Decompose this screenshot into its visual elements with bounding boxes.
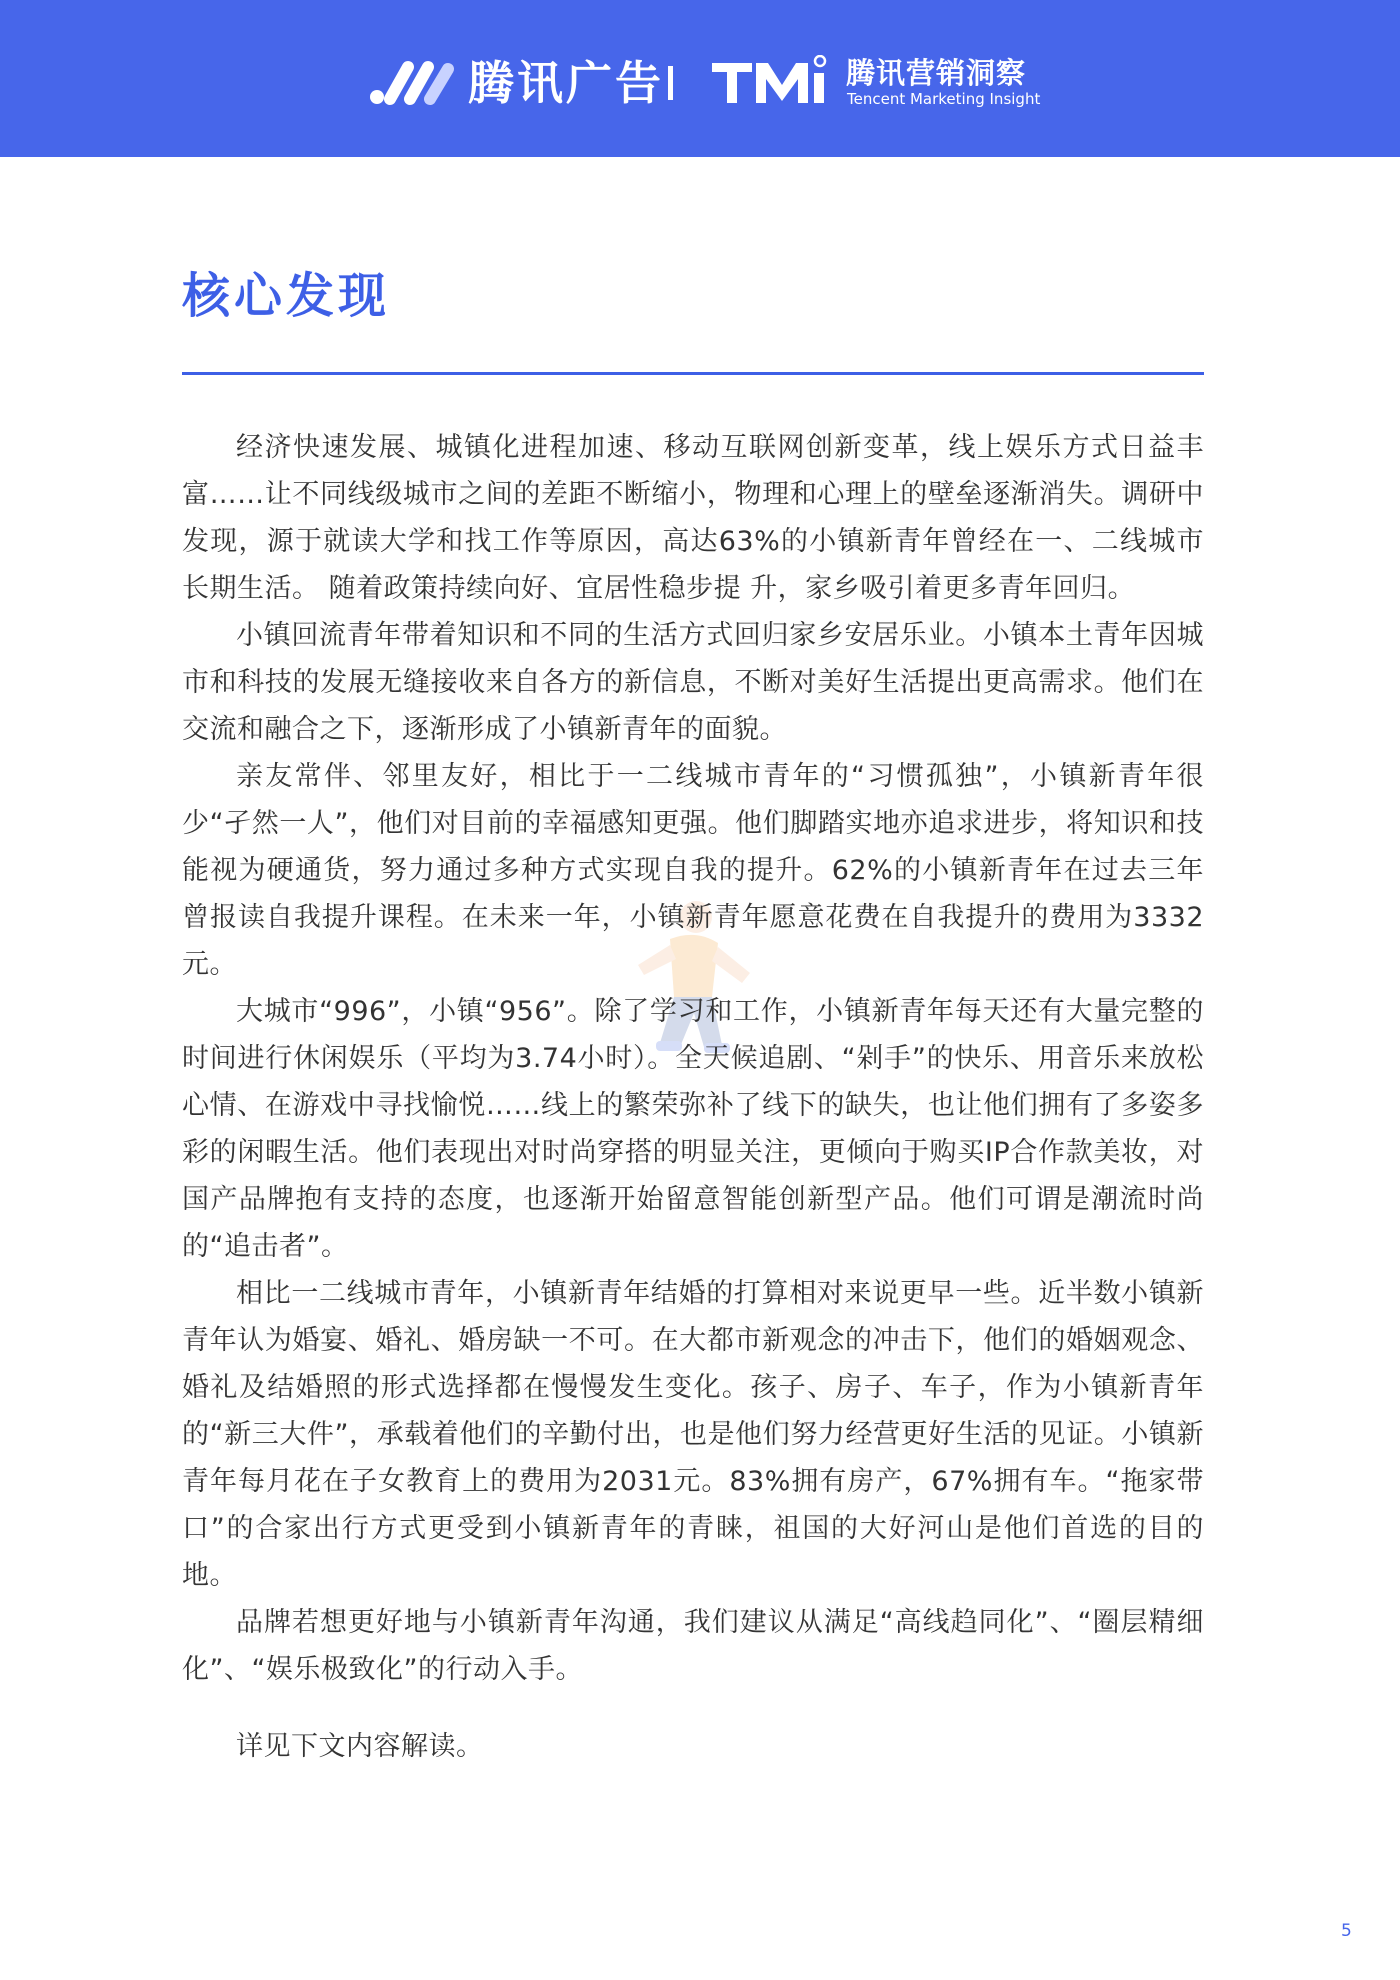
brand-divider — [668, 66, 673, 100]
tmi-name-cn: 腾讯营销洞察 — [846, 56, 1027, 90]
paragraph: 相比一二线城市青年，小镇新青年结婚的打算相对来说更早一些。近半数小镇新青年认为婚宴、婚礼、婚房缺一不可。在大都市新观念的冲击下，他们的婚姻观念、婚礼及结婚照的形式选择都在慢慢发生变化。孩子、房子、车子，作为小镇新青年的“新三大件”，承载着他们的辛勤付出，也是他们努力经营更好生活的见证。小镇新青年每月花在子女教育上的费用为2031元。83%拥有房产，67%拥有车。“拖家带口”的合家出行方式更受到小镇新青年的青睐，祖国的大好河山是他们首选的目的地。 — [182, 1278, 1204, 1591]
paragraph: 亲友常伴、邻里友好，相比于一二线城市青年的“习惯孤独”，小镇新青年很少“孑然一人”，他们对目前的幸福感知更强。他们脚踏实地亦追求进步，将知识和技能视为硬通货，努力通过多种方式实现自我的提升。62%的小镇新青年在过去三年曾报读自我提升课程。在未来一年，小镇新青年愿意花费在自我提升的费用为3332元。 — [182, 761, 1204, 980]
paragraph: 经济快速发展、城镇化进程加速、移动互联网创新变革，线上娱乐方式日益丰富……让不同线级城市之间的差距不断缩小，物理和心理上的壁垒逐渐消失。调研中发现，源于就读大学和找工作等原因，高达63%的小镇新青年曾经在一、二线城市长期生活。 随着政策持续向好、宜居性稳步提 升，家乡吸引着更多青年回归。 — [182, 432, 1204, 604]
page-number: 5 — [1341, 1921, 1352, 1941]
title-divider — [182, 372, 1204, 375]
tmi-logo-icon — [712, 55, 850, 109]
paragraph: 品牌若想更好地与小镇新青年沟通，我们建议从满足“高线趋同化”、“圈层精细化”、“娱乐极致化”的行动入手。 — [182, 1607, 1204, 1685]
paragraph: 大城市“996”，小镇“956”。除了学习和工作，小镇新青年每天还有大量完整的时间进行休闲娱乐（平均为3.74小时）。全天候追剧、“剁手”的快乐、用音乐来放松心情、在游戏中寻找愉悦……线上的繁荣弥补了线下的缺失，也让他们拥有了多姿多彩的闲暇生活。他们表现出对时尚穿搭的明显关注，更倾向于购买IP合作款美妆，对国产品牌抱有支持的态度，也逐渐开始留意智能创新型产品。他们可谓是潮流时尚的“追击者”。 — [182, 996, 1204, 1262]
tmi-name-en: Tencent Marketing Insight — [847, 90, 1041, 108]
closing-note: 详见下文内容解读。 — [236, 1731, 484, 1762]
brand-name: 腾讯广告 — [468, 56, 664, 110]
article-body — [182, 424, 1204, 1770]
page-title: 核心发现 — [182, 268, 391, 324]
tencent-ads-logo-icon — [368, 57, 458, 107]
page-header — [0, 0, 1400, 157]
paragraph: 小镇回流青年带着知识和不同的生活方式回归家乡安居乐业。小镇本土青年因城市和科技的发展无缝接收来自各方的新信息，不断对美好生活提出更高需求。他们在交流和融合之下，逐渐形成了小镇新青年的面貌。 — [182, 620, 1204, 745]
